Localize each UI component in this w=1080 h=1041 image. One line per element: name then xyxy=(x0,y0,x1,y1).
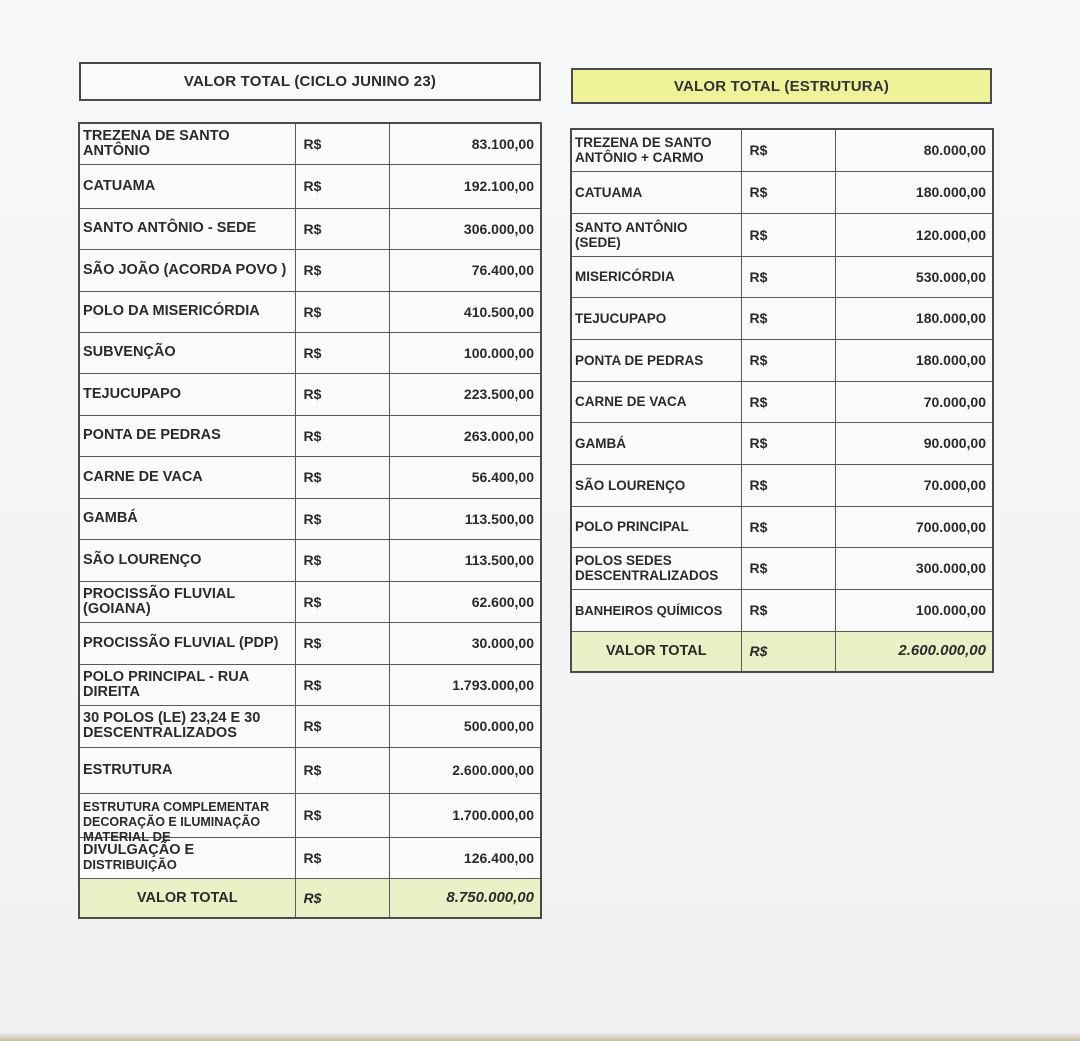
row-value: 80.000,00 xyxy=(835,129,993,171)
row-value: 263.000,00 xyxy=(389,415,541,456)
row-value: 500.000,00 xyxy=(389,705,541,747)
currency-symbol: R$ xyxy=(741,129,835,171)
currency-symbol: R$ xyxy=(741,339,835,381)
currency-symbol: R$ xyxy=(741,213,835,256)
currency-symbol: R$ xyxy=(295,332,389,373)
row-value: 192.100,00 xyxy=(389,164,541,208)
table-row xyxy=(571,422,993,464)
table-row xyxy=(79,456,541,498)
table-row xyxy=(79,208,541,249)
table-row xyxy=(79,622,541,664)
total-value: 8.750.000,00 xyxy=(389,878,541,918)
currency-symbol: R$ xyxy=(295,747,389,793)
row-label: PONTA DE PEDRAS xyxy=(79,415,295,456)
table-row xyxy=(79,249,541,291)
currency-symbol: R$ xyxy=(741,464,835,506)
table-row xyxy=(571,297,993,339)
row-value: 70.000,00 xyxy=(835,464,993,506)
row-label: POLO PRINCIPAL xyxy=(571,506,741,547)
row-label: MISERICÓRDIA xyxy=(571,256,741,297)
currency-symbol: R$ xyxy=(295,498,389,539)
row-label: CATUAMA xyxy=(571,171,741,213)
currency-symbol: R$ xyxy=(295,415,389,456)
currency-symbol: R$ xyxy=(295,249,389,291)
row-label: PROCISSÃO FLUVIAL (PDP) xyxy=(79,622,295,664)
currency-symbol: R$ xyxy=(295,622,389,664)
currency-symbol: R$ xyxy=(741,422,835,464)
table-row xyxy=(571,589,993,631)
right-table-title: VALOR TOTAL (ESTRUTURA) xyxy=(571,68,992,104)
row-label: GAMBÁ xyxy=(571,422,741,464)
row-value: 113.500,00 xyxy=(389,539,541,581)
row-value: 90.000,00 xyxy=(835,422,993,464)
currency-symbol: R$ xyxy=(295,793,389,837)
row-label: CARNE DE VACA xyxy=(79,456,295,498)
row-label: PROCISSÃO FLUVIAL (GOIANA) xyxy=(79,581,295,622)
total-currency-symbol: R$ xyxy=(741,631,835,672)
row-label: BANHEIROS QUÍMICOS xyxy=(571,589,741,631)
row-value: 83.100,00 xyxy=(389,123,541,164)
row-label: ESTRUTURA xyxy=(79,747,295,793)
row-value: 120.000,00 xyxy=(835,213,993,256)
right-values-table xyxy=(570,128,994,673)
row-label: POLO PRINCIPAL - RUA DIREITA xyxy=(79,664,295,705)
table-row xyxy=(571,171,993,213)
row-label: PONTA DE PEDRAS xyxy=(571,339,741,381)
row-value: 1.793.000,00 xyxy=(389,664,541,705)
row-value: 62.600,00 xyxy=(389,581,541,622)
total-row xyxy=(79,878,541,918)
row-label: SÃO LOURENÇO xyxy=(79,539,295,581)
row-label: TREZENA DE SANTO ANTÔNIO + CARMO xyxy=(571,129,741,171)
row-value: 2.600.000,00 xyxy=(389,747,541,793)
row-label: TEJUCUPAPO xyxy=(571,297,741,339)
row-label: TEJUCUPAPO xyxy=(79,373,295,415)
row-label xyxy=(79,828,295,878)
row-label: CARNE DE VACA xyxy=(571,381,741,422)
left-table-title: VALOR TOTAL (CICLO JUNINO 23) xyxy=(79,62,541,101)
currency-symbol: R$ xyxy=(295,581,389,622)
row-value: 113.500,00 xyxy=(389,498,541,539)
total-currency-symbol: R$ xyxy=(295,878,389,918)
page-bottom-edge xyxy=(0,1033,1080,1041)
row-label: SÃO LOURENÇO xyxy=(571,464,741,506)
currency-symbol: R$ xyxy=(741,547,835,589)
currency-symbol: R$ xyxy=(295,705,389,747)
table-row xyxy=(79,837,541,878)
row-label: GAMBÁ xyxy=(79,498,295,539)
currency-symbol: R$ xyxy=(295,456,389,498)
row-label-main: DIVULGAÇÃO E xyxy=(83,841,195,858)
table-row xyxy=(79,415,541,456)
total-label: VALOR TOTAL xyxy=(571,631,741,672)
row-value: 100.000,00 xyxy=(389,332,541,373)
total-row xyxy=(571,631,993,672)
table-row xyxy=(79,539,541,581)
table-row xyxy=(79,332,541,373)
currency-symbol: R$ xyxy=(295,291,389,332)
table-row xyxy=(571,381,993,422)
total-label: VALOR TOTAL xyxy=(79,878,295,918)
row-label: POLOS SEDES DESCENTRALIZADOS xyxy=(571,547,741,589)
row-value: 56.400,00 xyxy=(389,456,541,498)
left-values-table xyxy=(78,122,542,919)
table-row xyxy=(79,373,541,415)
row-value: 30.000,00 xyxy=(389,622,541,664)
row-value: 180.000,00 xyxy=(835,339,993,381)
table-row xyxy=(571,129,993,171)
currency-symbol: R$ xyxy=(295,123,389,164)
row-value: 76.400,00 xyxy=(389,249,541,291)
table-row xyxy=(79,291,541,332)
currency-symbol: R$ xyxy=(295,373,389,415)
table-row xyxy=(571,506,993,547)
currency-symbol: R$ xyxy=(741,506,835,547)
row-value: 180.000,00 xyxy=(835,297,993,339)
table-row xyxy=(571,339,993,381)
row-label: ESTRUTURA COMPLEMENTAR DECORAÇÃO E ILUMINAÇÃO xyxy=(79,793,295,837)
table-row xyxy=(79,498,541,539)
currency-symbol: R$ xyxy=(741,589,835,631)
table-row xyxy=(571,547,993,589)
row-label: SANTO ANTÔNIO (SEDE) xyxy=(571,213,741,256)
table-row xyxy=(571,213,993,256)
table-row xyxy=(79,664,541,705)
row-label-top-clipped: MATERIAL DE xyxy=(83,828,171,844)
row-value: 530.000,00 xyxy=(835,256,993,297)
row-label: POLO DA MISERICÓRDIA xyxy=(79,291,295,332)
row-value: 300.000,00 xyxy=(835,547,993,589)
row-value: 100.000,00 xyxy=(835,589,993,631)
row-value: 306.000,00 xyxy=(389,208,541,249)
row-label-bottom-clipped: DISTRIBUIÇÃO xyxy=(83,856,177,872)
row-label: SANTO ANTÔNIO - SEDE xyxy=(79,208,295,249)
row-value: 70.000,00 xyxy=(835,381,993,422)
currency-symbol: R$ xyxy=(295,208,389,249)
row-value: 410.500,00 xyxy=(389,291,541,332)
row-label: TREZENA DE SANTO ANTÔNIO xyxy=(79,123,295,164)
currency-symbol: R$ xyxy=(295,539,389,581)
currency-symbol: R$ xyxy=(295,164,389,208)
row-value: 223.500,00 xyxy=(389,373,541,415)
table-row xyxy=(79,123,541,164)
table-row xyxy=(79,581,541,622)
total-value: 2.600.000,00 xyxy=(835,631,993,672)
row-label: SÃO JOÃO (ACORDA POVO ) xyxy=(79,249,295,291)
table-row xyxy=(571,464,993,506)
row-label: 30 POLOS (LE) 23,24 E 30 DESCENTRALIZADOS xyxy=(79,705,295,747)
currency-symbol: R$ xyxy=(295,664,389,705)
clipped-label xyxy=(83,828,291,872)
table-row xyxy=(79,705,541,747)
currency-symbol: R$ xyxy=(741,381,835,422)
currency-symbol: R$ xyxy=(741,297,835,339)
row-label: CATUAMA xyxy=(79,164,295,208)
currency-symbol: R$ xyxy=(741,256,835,297)
currency-symbol: R$ xyxy=(741,171,835,213)
table-row xyxy=(79,164,541,208)
table-row xyxy=(571,256,993,297)
row-label: SUBVENÇÃO xyxy=(79,332,295,373)
row-value: 180.000,00 xyxy=(835,171,993,213)
row-value: 1.700.000,00 xyxy=(389,793,541,837)
table-row xyxy=(79,747,541,793)
currency-symbol: R$ xyxy=(295,837,389,878)
row-value: 126.400,00 xyxy=(389,837,541,878)
row-value: 700.000,00 xyxy=(835,506,993,547)
